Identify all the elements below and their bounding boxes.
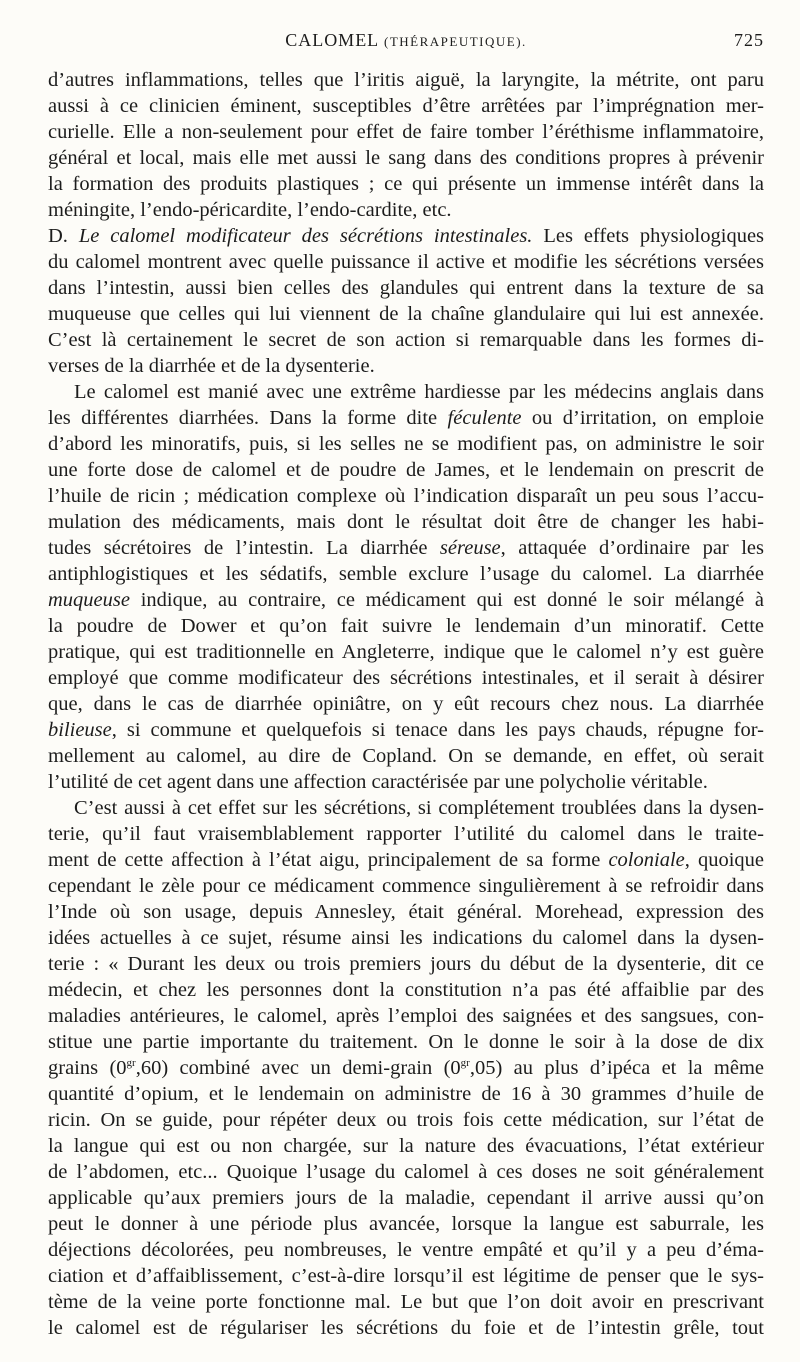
text-line: que, dans le cas de diarrhée opiniâtre, on y eût recours chez nous. La diarrhée bbox=[48, 693, 764, 715]
text-line: général et local, mais elle met aussi le sang dans des conditions propres à prévenir bbox=[48, 147, 764, 169]
running-title-subtitle: (THÉRAPEUTIQUE). bbox=[384, 34, 527, 49]
text-line: muqueuse que celles qui lui viennent de la chaîne glandulaire qui lui est annexée. bbox=[48, 303, 764, 325]
text-line: maladies antérieures, le calomel, après l’emploi des saignées et des sangsues, con- bbox=[48, 1005, 764, 1027]
text-line: ciation et d’affaiblissement, c’est-à-dire lorsqu’il est légitime de penser que le sys- bbox=[48, 1265, 764, 1287]
text-line: déjections décolorées, peu nombreuses, le ventre empâté et qu’il y a peu d’éma- bbox=[48, 1239, 764, 1261]
text-fragment: , si commune et quelquefois si tenace dans les pays chauds, répugne for- bbox=[111, 719, 764, 741]
text-fragment: ,60) combiné avec un demi-grain (0 bbox=[135, 1057, 461, 1079]
text-fragment: ment de cette affection à l’état aigu, principalement de sa forme bbox=[48, 849, 601, 871]
italic-term: séreuse bbox=[439, 537, 501, 559]
text-line bbox=[48, 847, 764, 873]
text-line: mulation des médicaments, mais dont le résultat doit être de changer les habi- bbox=[48, 511, 764, 533]
section-heading-line bbox=[48, 223, 764, 249]
italic-term: muqueuse bbox=[48, 589, 130, 611]
text-line bbox=[48, 405, 764, 431]
text-fragment: ou d’irritation, on emploie bbox=[531, 407, 764, 429]
text-line: applicable qu’aux premiers jours de la maladie, cependant il arrive aussi qu’on bbox=[48, 1187, 764, 1209]
text-line: méningite, l’endo-péricardite, l’endo-cardite, etc. bbox=[48, 199, 452, 221]
text-fragment: les différentes diarrhées. Dans la forme dite bbox=[48, 407, 438, 429]
text-line: employé que comme modificateur des sécrétions intestinales, et il serait à désirer bbox=[48, 667, 764, 689]
text-line: idées actuelles à ce sujet, résume ainsi les indications du calomel dans la dysen- bbox=[48, 927, 764, 949]
text-fragment: Les effets physiologiques bbox=[543, 225, 764, 247]
text-fragment: grains (0 bbox=[48, 1057, 127, 1079]
text-line: le calomel est de régulariser les sécrétions du foie et de l’intestin grêle, tout bbox=[48, 1317, 764, 1339]
superscript-unit: gr bbox=[460, 1057, 470, 1070]
text-line: cependant le zèle pour ce médicament commence singulièrement à se refroidir dans bbox=[48, 875, 764, 897]
text-line: terie : « Durant les deux ou trois premiers jours du début de la dysenterie, dit ce bbox=[48, 953, 764, 975]
text-fragment: , quoique bbox=[684, 849, 764, 871]
text-line: l’Inde où son usage, depuis Annesley, était général. Morehead, expression des bbox=[48, 901, 764, 923]
text-line: la langue qui est ou non chargée, sur la nature des évacuations, l’état extérieur bbox=[48, 1135, 764, 1157]
text-line bbox=[48, 587, 764, 613]
text-line: la formation des produits plastiques ; ce qui présente un immense intérêt dans la bbox=[48, 173, 764, 195]
italic-term: féculente bbox=[447, 407, 522, 429]
running-title bbox=[48, 30, 764, 51]
text-line: d’autres inflammations, telles que l’iritis aiguë, la laryngite, la métrite, ont paru bbox=[48, 69, 764, 91]
text-line: l’huile de ricin ; médication complexe où l’indication disparaît un peu sous l’accu- bbox=[48, 485, 764, 507]
italic-term: coloniale bbox=[608, 849, 685, 871]
text-fragment: ,05) au plus d’ipéca et la même bbox=[469, 1057, 764, 1079]
text-line: curielle. Elle a non-seulement pour effet de faire tomber l’éréthisme inflammatoire, bbox=[48, 121, 764, 143]
text-line: la poudre de Dower et qu’on fait suivre le lendemain d’un minoratif. Cette bbox=[48, 615, 764, 637]
page-header bbox=[48, 30, 764, 60]
text-line: dans l’intestin, aussi bien celles des glandules qui entrent dans la texture de sa bbox=[48, 277, 764, 299]
text-line: pratique, qui est traditionnelle en Angleterre, indique que le calomel n’y est guère bbox=[48, 641, 764, 663]
superscript-unit: gr bbox=[126, 1057, 136, 1070]
text-line: l’utilité de cet agent dans une affection caractérisée par une polycholie véritable. bbox=[48, 771, 708, 793]
text-fragment: tudes sécrétoires de l’intestin. La diarrhée bbox=[48, 537, 428, 559]
running-title-main: CALOMEL bbox=[285, 30, 379, 50]
text-line: C’est là certainement le secret de son action si remarquable dans les formes di- bbox=[48, 329, 764, 351]
text-fragment: indique, au contraire, ce médicament qui est donné le soir mélangé à bbox=[140, 589, 764, 611]
text-line: antiphlogistiques et les sédatifs, semble exclure l’usage du calomel. La diarrhée bbox=[48, 563, 764, 585]
page-number: 725 bbox=[734, 30, 764, 50]
text-line: ricin. On se guide, pour répéter deux ou trois fois cette médication, sur l’état de bbox=[48, 1109, 764, 1131]
body-text bbox=[48, 67, 764, 1341]
text-line: mellement au calomel, au dire de Copland. On se demande, en effet, où serait bbox=[48, 745, 764, 767]
italic-term: bilieuse bbox=[48, 719, 112, 741]
text-line: verses de la diarrhée et de la dysenterie. bbox=[48, 355, 375, 377]
text-line: de l’abdomen, etc... Quoique l’usage du calomel à ces doses ne soit généralement bbox=[48, 1161, 764, 1183]
text-line: médecin, et chez les personnes dont la constitution n’a pas été affaiblie par des bbox=[48, 979, 764, 1001]
text-line: d’abord les minoratifs, puis, si les selles ne se modifient pas, on administre le soir bbox=[48, 433, 764, 455]
section-letter: D. bbox=[48, 225, 68, 247]
text-line: une forte dose de calomel et de poudre de James, et le lendemain on prescrit de bbox=[48, 459, 764, 481]
text-line: peut le donner à une période plus avancée, lorsque la langue est saburrale, les bbox=[48, 1213, 764, 1235]
text-line: C’est aussi à cet effet sur les sécrétions, si complétement troublées dans la dysen- bbox=[74, 797, 764, 819]
text-line bbox=[48, 535, 764, 561]
text-fragment: , attaquée d’ordinaire par les bbox=[500, 537, 764, 559]
text-line bbox=[48, 1055, 764, 1081]
text-line: quantité d’opium, et le lendemain on administre de 16 à 30 grammes d’huile de bbox=[48, 1083, 764, 1105]
text-line: stitue une partie importante du traitement. On le donne le soir à la dose de dix bbox=[48, 1031, 764, 1053]
section-title: Le calomel modificateur des sécrétions intestinales. bbox=[78, 225, 533, 247]
text-line: Le calomel est manié avec une extrême hardiesse par les médecins anglais dans bbox=[74, 381, 764, 403]
text-line: terie, qu’il faut vraisemblablement rapporter l’utilité du calomel dans le traite- bbox=[48, 823, 764, 845]
text-line bbox=[48, 717, 764, 743]
text-line: tème de la veine porte fonctionne mal. Le but que l’on doit avoir en prescrivant bbox=[48, 1291, 764, 1313]
text-line: aussi à ce clinicien éminent, susceptibles d’être arrêtées par l’imprégnation mer- bbox=[48, 95, 764, 117]
text-line: du calomel montrent avec quelle puissance il active et modifie les sécrétions versées bbox=[48, 251, 764, 273]
